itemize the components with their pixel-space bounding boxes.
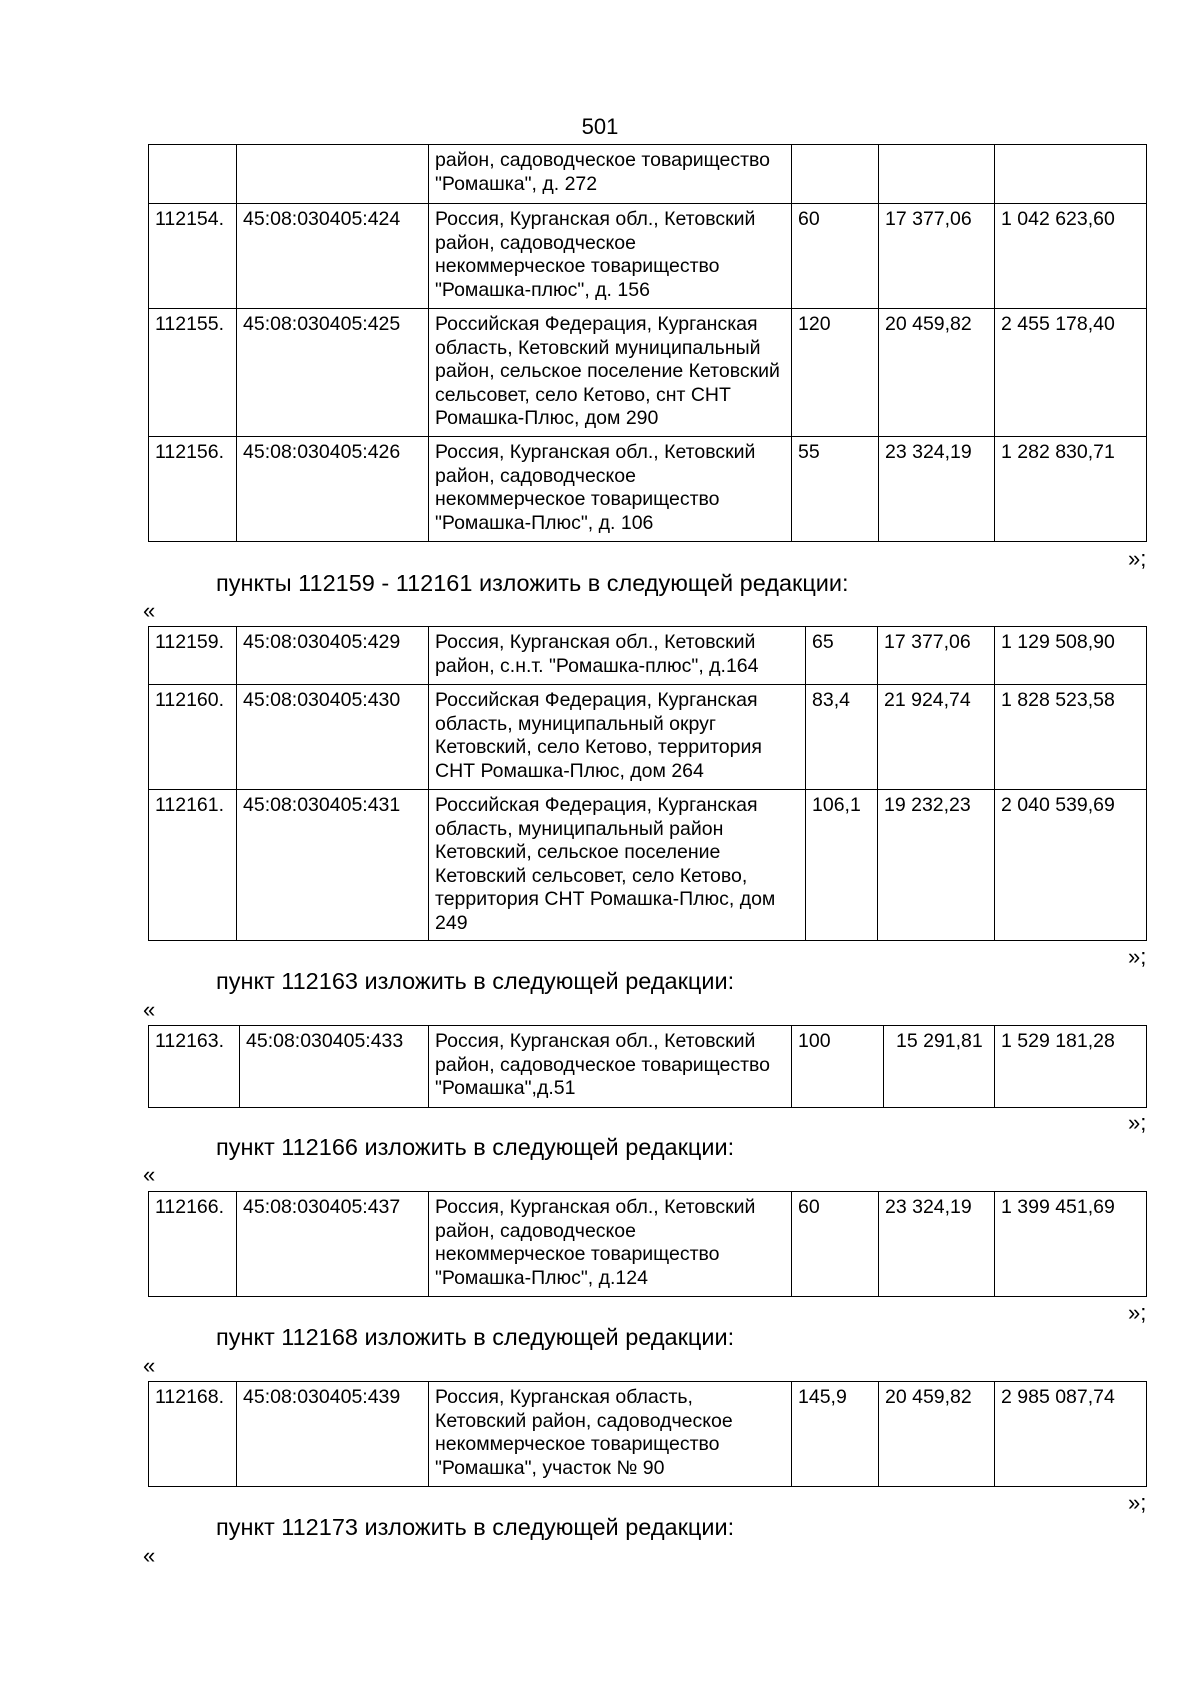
cell-value: 1 399 451,69 bbox=[995, 1192, 1147, 1297]
cell-address: Российская Федерация, Курганская область, муниципальный округ Кетовский, село Кетово, территория СНТ Ромашка-Плюс, дом 264 bbox=[429, 685, 806, 790]
cell-value bbox=[995, 145, 1147, 204]
cell-value: 1 828 523,58 bbox=[995, 685, 1147, 790]
cell-address: Российская Федерация, Курганская область, муниципальный район Кетовский, сельское поселение Кетовский сельсовет, село Кетово, территория СНТ Ромашка-Плюс, дом 249 bbox=[429, 790, 806, 941]
cell-address: район, садоводческое товарищество "Ромашка", д. 272 bbox=[429, 145, 792, 204]
open-quote: « bbox=[143, 1543, 156, 1568]
cell-value: 2 040 539,69 bbox=[995, 790, 1147, 941]
cell-area: 60 bbox=[792, 204, 879, 309]
cell-number bbox=[149, 145, 237, 204]
cell-value: 1 529 181,28 bbox=[995, 1026, 1147, 1108]
table-row bbox=[149, 627, 1147, 685]
open-quote: « bbox=[143, 598, 156, 623]
close-quote: »; bbox=[1128, 1490, 1147, 1515]
table-row bbox=[149, 685, 1147, 790]
cell-price: 20 459,82 bbox=[879, 1382, 995, 1487]
cell-cadastral: 45:08:030405:425 bbox=[237, 309, 429, 437]
cell-cadastral: 45:08:030405:429 bbox=[237, 627, 429, 685]
cell-cadastral bbox=[237, 145, 429, 204]
amendment-instruction: пункт 112173 изложить в следующей редакции: bbox=[216, 1514, 735, 1540]
cell-value: 1 129 508,90 bbox=[995, 627, 1147, 685]
open-quote: « bbox=[143, 1162, 156, 1187]
cell-price: 21 924,74 bbox=[878, 685, 995, 790]
registry-table-0 bbox=[148, 144, 1147, 542]
cell-price: 23 324,19 bbox=[879, 1192, 995, 1297]
table-row bbox=[149, 1382, 1147, 1487]
cell-number: 112168. bbox=[149, 1382, 237, 1487]
table-row bbox=[149, 1026, 1147, 1108]
table-row bbox=[149, 145, 1147, 204]
cell-address: Российская Федерация, Курганская область, Кетовский муниципальный район, сельское поселение Кетовский сельсовет, село Кетово, снт СНТ Ромашка-Плюс, дом 290 bbox=[429, 309, 792, 437]
cell-price: 15 291,81 bbox=[884, 1026, 995, 1108]
registry-table-1 bbox=[148, 626, 1147, 941]
cell-price bbox=[879, 145, 995, 204]
table-row bbox=[149, 437, 1147, 542]
cell-price: 17 377,06 bbox=[879, 204, 995, 309]
cell-area: 145,9 bbox=[792, 1382, 879, 1487]
cell-cadastral: 45:08:030405:424 bbox=[237, 204, 429, 309]
cell-number: 112155. bbox=[149, 309, 237, 437]
cell-cadastral: 45:08:030405:430 bbox=[237, 685, 429, 790]
cell-cadastral: 45:08:030405:431 bbox=[237, 790, 429, 941]
cell-value: 1 042 623,60 bbox=[995, 204, 1147, 309]
cell-address: Россия, Курганская область, Кетовский район, садоводческое некоммерческое товарищество "Ромашка", участок № 90 bbox=[429, 1382, 792, 1487]
table-row bbox=[149, 204, 1147, 309]
cell-price: 19 232,23 bbox=[878, 790, 995, 941]
cell-address: Россия, Курганская обл., Кетовский район, садоводческое некоммерческое товарищество "Ромашка-Плюс", д.124 bbox=[429, 1192, 792, 1297]
cell-value: 2 455 178,40 bbox=[995, 309, 1147, 437]
cell-number: 112156. bbox=[149, 437, 237, 542]
cell-number: 112161. bbox=[149, 790, 237, 941]
page-number: 501 bbox=[581, 114, 619, 139]
cell-area: 60 bbox=[792, 1192, 879, 1297]
cell-price: 23 324,19 bbox=[879, 437, 995, 542]
cell-area: 106,1 bbox=[806, 790, 878, 941]
cell-area: 120 bbox=[792, 309, 879, 437]
cell-value: 2 985 087,74 bbox=[995, 1382, 1147, 1487]
cell-price: 17 377,06 bbox=[878, 627, 995, 685]
open-quote: « bbox=[143, 1353, 156, 1378]
cell-area: 83,4 bbox=[806, 685, 878, 790]
registry-table-4 bbox=[148, 1381, 1147, 1487]
cell-number: 112163. bbox=[149, 1026, 240, 1108]
cell-number: 112159. bbox=[149, 627, 237, 685]
cell-number: 112154. bbox=[149, 204, 237, 309]
cell-number: 112166. bbox=[149, 1192, 237, 1297]
cell-area: 55 bbox=[792, 437, 879, 542]
cell-price: 20 459,82 bbox=[879, 309, 995, 437]
amendment-instruction: пункт 112168 изложить в следующей редакции: bbox=[216, 1324, 735, 1350]
cell-area: 100 bbox=[792, 1026, 884, 1108]
registry-table-3 bbox=[148, 1191, 1147, 1297]
cell-cadastral: 45:08:030405:433 bbox=[240, 1026, 429, 1108]
cell-cadastral: 45:08:030405:426 bbox=[237, 437, 429, 542]
cell-number: 112160. bbox=[149, 685, 237, 790]
close-quote: »; bbox=[1128, 944, 1147, 969]
table-row bbox=[149, 1192, 1147, 1297]
cell-cadastral: 45:08:030405:437 bbox=[237, 1192, 429, 1297]
cell-address: Россия, Курганская обл., Кетовский район, садоводческое некоммерческое товарищество "Ромашка-плюс", д. 156 bbox=[429, 204, 792, 309]
cell-address: Россия, Курганская обл., Кетовский район, с.н.т. "Ромашка-плюс", д.164 bbox=[429, 627, 806, 685]
cell-address: Россия, Курганская обл., Кетовский район, садоводческое некоммерческое товарищество "Ромашка-Плюс", д. 106 bbox=[429, 437, 792, 542]
cell-value: 1 282 830,71 bbox=[995, 437, 1147, 542]
cell-cadastral: 45:08:030405:439 bbox=[237, 1382, 429, 1487]
cell-area: 65 bbox=[806, 627, 878, 685]
table-row bbox=[149, 790, 1147, 941]
close-quote: »; bbox=[1128, 1300, 1147, 1325]
cell-area bbox=[792, 145, 879, 204]
amendment-instruction: пункт 112166 изложить в следующей редакции: bbox=[216, 1134, 735, 1160]
close-quote: »; bbox=[1128, 546, 1147, 571]
registry-table-2 bbox=[148, 1025, 1147, 1108]
amendment-instruction: пункты 112159 - 112161 изложить в следующей редакции: bbox=[216, 570, 849, 596]
amendment-instruction: пункт 112163 изложить в следующей редакции: bbox=[216, 968, 735, 994]
cell-address: Россия, Курганская обл., Кетовский район, садоводческое товарищество "Ромашка",д.51 bbox=[429, 1026, 792, 1108]
close-quote: »; bbox=[1128, 1110, 1147, 1135]
table-row bbox=[149, 309, 1147, 437]
open-quote: « bbox=[143, 997, 156, 1022]
